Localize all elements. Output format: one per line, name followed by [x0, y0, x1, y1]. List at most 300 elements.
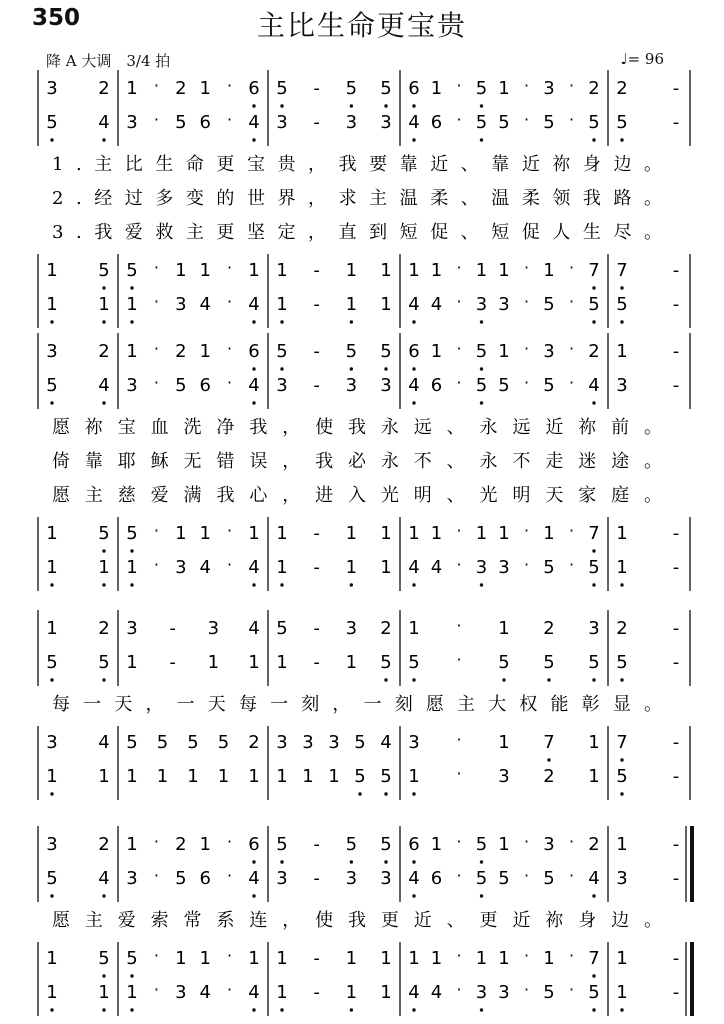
- note: 3: [46, 341, 58, 362]
- lower-octave-dot: [592, 894, 595, 897]
- note: 3: [588, 618, 600, 639]
- note: 1: [408, 618, 420, 639]
- note: 3: [328, 732, 340, 753]
- augmentation-dot: ·: [456, 373, 462, 392]
- note: 3: [380, 868, 392, 889]
- note: 3: [175, 557, 187, 578]
- note: 3: [46, 834, 58, 855]
- note: 1: [126, 834, 138, 855]
- augmentation-dot: ·: [523, 555, 530, 574]
- sustain-dash: -: [672, 618, 680, 639]
- note: 1: [126, 78, 138, 99]
- note: 3: [345, 375, 358, 396]
- note: 1: [408, 948, 420, 969]
- augmentation-dot: ·: [568, 258, 575, 277]
- lower-octave-dot: [102, 583, 105, 586]
- augmentation-dot: ·: [456, 258, 462, 277]
- note: 5: [46, 375, 58, 396]
- note: 1: [248, 260, 260, 281]
- augmentation-dot: ·: [227, 339, 233, 358]
- note: 1: [616, 982, 628, 1003]
- note: 1: [156, 766, 169, 787]
- note: 1: [46, 294, 58, 315]
- note: 2: [98, 834, 110, 855]
- note: 2: [616, 78, 628, 99]
- note: 4: [248, 112, 260, 133]
- lower-octave-dot: [384, 860, 387, 863]
- note: 1: [498, 618, 510, 639]
- augmentation-dot: ·: [523, 832, 530, 851]
- lower-octave-dot: [252, 1008, 255, 1011]
- note: 4: [408, 557, 420, 578]
- note: 1: [98, 766, 110, 787]
- lower-octave-dot: [480, 860, 483, 863]
- note: 3: [543, 341, 555, 362]
- note: 3: [46, 732, 58, 753]
- note: 3: [380, 375, 392, 396]
- lower-octave-dot: [50, 138, 53, 141]
- note: 5: [475, 868, 488, 889]
- note: 6: [430, 375, 443, 396]
- lower-octave-dot: [592, 583, 595, 586]
- note: 5: [543, 375, 555, 396]
- note: 1: [199, 834, 211, 855]
- lower-octave-dot: [102, 974, 105, 977]
- note: 1: [616, 834, 628, 855]
- note: 1: [199, 341, 211, 362]
- note: 1: [616, 557, 628, 578]
- note: 1: [175, 523, 187, 544]
- augmentation-dot: ·: [456, 946, 462, 965]
- augmentation-dot: ·: [153, 521, 159, 540]
- augmentation-dot: ·: [153, 832, 159, 851]
- note: 5: [98, 523, 110, 544]
- augmentation-dot: ·: [153, 373, 159, 392]
- note: 1: [475, 523, 488, 544]
- note: 5: [126, 523, 138, 544]
- note: 5: [175, 375, 187, 396]
- note: 3: [276, 112, 288, 133]
- sustain-dash: -: [672, 294, 680, 315]
- note: 1: [46, 618, 58, 639]
- note: 1: [276, 260, 288, 281]
- lower-octave-dot: [412, 367, 415, 370]
- sustain-dash: -: [313, 294, 320, 315]
- note: 5: [543, 652, 555, 673]
- note: 5: [543, 982, 555, 1003]
- lower-octave-dot: [620, 792, 623, 795]
- note: 1: [98, 982, 110, 1003]
- augmentation-dot: ·: [523, 76, 530, 95]
- note: 4: [248, 375, 260, 396]
- note: 4: [588, 375, 600, 396]
- note: 1: [199, 260, 211, 281]
- lower-octave-dot: [480, 367, 483, 370]
- note: 1: [276, 766, 288, 787]
- note: 5: [588, 557, 600, 578]
- note: 5: [380, 341, 392, 362]
- note: 1: [380, 523, 392, 544]
- note: 5: [588, 652, 600, 673]
- note: 1: [328, 766, 340, 787]
- lower-octave-dot: [102, 894, 105, 897]
- augmentation-dot: ·: [568, 339, 575, 358]
- note: 5: [380, 652, 392, 673]
- note: 2: [98, 78, 110, 99]
- note: 1: [430, 260, 443, 281]
- sustain-dash: -: [313, 868, 320, 889]
- note: 1: [588, 732, 600, 753]
- note: 5: [588, 294, 600, 315]
- augmentation-dot: ·: [456, 730, 462, 749]
- note: 2: [543, 766, 555, 787]
- note: 2: [588, 834, 600, 855]
- augmentation-dot: ·: [456, 980, 462, 999]
- note: 6: [199, 112, 211, 133]
- augmentation-dot: ·: [456, 764, 462, 783]
- lower-octave-dot: [620, 320, 623, 323]
- note: 5: [498, 868, 510, 889]
- note: 5: [475, 834, 488, 855]
- lyric-line: 愿主慈爱满我心，进入光明、光明天家庭。: [52, 485, 662, 506]
- lower-octave-dot: [130, 1008, 133, 1011]
- note: 5: [616, 652, 628, 673]
- sustain-dash: -: [672, 523, 680, 544]
- augmentation-dot: ·: [456, 650, 462, 669]
- note: 2: [588, 341, 600, 362]
- note: 1: [498, 834, 510, 855]
- sustain-dash: -: [313, 341, 320, 362]
- note: 1: [126, 341, 138, 362]
- lower-octave-dot: [480, 320, 483, 323]
- note: 1: [430, 948, 443, 969]
- note: 1: [345, 557, 358, 578]
- sustain-dash: -: [672, 834, 680, 855]
- note: 3: [345, 618, 358, 639]
- lower-octave-dot: [412, 320, 415, 323]
- note: 5: [616, 294, 628, 315]
- lower-octave-dot: [592, 401, 595, 404]
- note: 3: [616, 375, 628, 396]
- note: 4: [408, 868, 420, 889]
- augmentation-dot: ·: [153, 980, 159, 999]
- note: 7: [543, 732, 555, 753]
- augmentation-dot: ·: [568, 832, 575, 851]
- note: 6: [248, 834, 260, 855]
- lower-octave-dot: [350, 104, 353, 107]
- note: 1: [248, 948, 260, 969]
- augmentation-dot: ·: [227, 292, 233, 311]
- lower-octave-dot: [50, 1008, 53, 1011]
- lower-octave-dot: [50, 792, 53, 795]
- lower-octave-dot: [620, 758, 623, 761]
- lower-octave-dot: [412, 792, 415, 795]
- note: 4: [98, 112, 110, 133]
- lower-octave-dot: [384, 367, 387, 370]
- note: 1: [175, 260, 187, 281]
- note: 1: [248, 766, 260, 787]
- sustain-dash: -: [672, 948, 680, 969]
- lower-octave-dot: [592, 678, 595, 681]
- note: 5: [126, 732, 138, 753]
- lower-octave-dot: [547, 758, 550, 761]
- note: 4: [408, 294, 420, 315]
- augmentation-dot: ·: [227, 980, 233, 999]
- note: 5: [380, 766, 392, 787]
- note: 4: [98, 732, 110, 753]
- note: 3: [498, 557, 510, 578]
- lower-octave-dot: [252, 367, 255, 370]
- note: 5: [498, 652, 510, 673]
- augmentation-dot: ·: [153, 110, 159, 129]
- augmentation-dot: ·: [568, 76, 575, 95]
- note: 1: [98, 557, 110, 578]
- note: 1: [217, 766, 230, 787]
- lower-octave-dot: [350, 320, 353, 323]
- note: 2: [175, 78, 187, 99]
- note: 3: [276, 732, 288, 753]
- note: 3: [46, 78, 58, 99]
- note: 2: [588, 78, 600, 99]
- note: 1: [46, 523, 58, 544]
- note: 3: [345, 868, 358, 889]
- note: 5: [354, 766, 366, 787]
- note: 5: [380, 834, 392, 855]
- note: 3: [175, 982, 187, 1003]
- note: 1: [380, 948, 392, 969]
- note: 5: [354, 732, 366, 753]
- augmentation-dot: ·: [227, 521, 233, 540]
- augmentation-dot: ·: [456, 110, 462, 129]
- lower-octave-dot: [412, 138, 415, 141]
- note: 1: [46, 766, 58, 787]
- note: 3: [126, 618, 138, 639]
- augmentation-dot: ·: [456, 616, 462, 635]
- note: 1: [498, 732, 510, 753]
- augmentation-dot: ·: [568, 980, 575, 999]
- note: 4: [248, 557, 260, 578]
- lower-octave-dot: [130, 286, 133, 289]
- note: 1: [345, 948, 358, 969]
- lower-octave-dot: [592, 286, 595, 289]
- note: 3: [475, 294, 488, 315]
- note: 3: [126, 375, 138, 396]
- lower-octave-dot: [102, 1008, 105, 1011]
- lower-octave-dot: [252, 320, 255, 323]
- sustain-dash: -: [313, 78, 320, 99]
- note: 5: [187, 732, 199, 753]
- note: 3: [498, 766, 510, 787]
- augmentation-dot: ·: [227, 946, 233, 965]
- note: 1: [475, 260, 488, 281]
- note: 1: [430, 78, 443, 99]
- lyric-line: 1.主比生命更宝贵，我要靠近、靠近祢身边。: [52, 154, 662, 175]
- note: 6: [430, 112, 443, 133]
- note: 1: [276, 982, 288, 1003]
- note: 3: [126, 868, 138, 889]
- augmentation-dot: ·: [523, 292, 530, 311]
- note: 3: [475, 557, 488, 578]
- lyric-line: 愿祢宝血洗净我，使我永远、永远近祢前。: [52, 417, 662, 438]
- note: 6: [408, 834, 420, 855]
- note: 1: [616, 948, 628, 969]
- lower-octave-dot: [130, 320, 133, 323]
- lyric-line: 愿主爱索常系连，使我更近、更近祢身边。: [52, 910, 662, 931]
- note: 1: [276, 557, 288, 578]
- note: 4: [248, 982, 260, 1003]
- augmentation-dot: ·: [568, 373, 575, 392]
- sustain-dash: -: [672, 112, 680, 133]
- lower-octave-dot: [102, 138, 105, 141]
- note: 3: [498, 982, 510, 1003]
- note: 1: [543, 260, 555, 281]
- note: 2: [543, 618, 555, 639]
- note: 2: [616, 618, 628, 639]
- note: 3: [475, 982, 488, 1003]
- note: 5: [46, 868, 58, 889]
- note: 6: [199, 868, 211, 889]
- sustain-dash: -: [313, 557, 320, 578]
- note: 5: [345, 834, 358, 855]
- note: 1: [187, 766, 199, 787]
- lower-octave-dot: [350, 583, 353, 586]
- augmentation-dot: ·: [153, 292, 159, 311]
- augmentation-dot: ·: [568, 110, 575, 129]
- note: 1: [380, 294, 392, 315]
- augmentation-dot: ·: [227, 555, 233, 574]
- note: 1: [345, 652, 358, 673]
- note: 5: [498, 375, 510, 396]
- lower-octave-dot: [252, 104, 255, 107]
- note: 5: [475, 375, 488, 396]
- note: 1: [276, 948, 288, 969]
- note: 1: [498, 341, 510, 362]
- note: 1: [248, 652, 260, 673]
- note: 5: [616, 766, 628, 787]
- note: 1: [345, 982, 358, 1003]
- note: 1: [175, 948, 187, 969]
- note: 4: [408, 112, 420, 133]
- note: 5: [276, 341, 288, 362]
- note: 5: [380, 78, 392, 99]
- note: 1: [46, 557, 58, 578]
- note: 1: [199, 948, 211, 969]
- note: 5: [543, 112, 555, 133]
- lyric-line: 3.我爱救主更坚定，直到短促、短促人生尽。: [52, 222, 662, 243]
- note: 5: [276, 78, 288, 99]
- note: 1: [302, 766, 314, 787]
- augmentation-dot: ·: [456, 555, 462, 574]
- lower-octave-dot: [480, 1008, 483, 1011]
- note: 4: [408, 982, 420, 1003]
- note: 5: [475, 78, 488, 99]
- note: 4: [430, 294, 443, 315]
- note: 1: [98, 294, 110, 315]
- augmentation-dot: ·: [227, 832, 233, 851]
- lower-octave-dot: [384, 104, 387, 107]
- lyric-line: 每一天，一天每一刻，一刻愿主大权能彰显。: [52, 694, 663, 715]
- note: 4: [98, 868, 110, 889]
- note: 4: [380, 732, 392, 753]
- lower-octave-dot: [280, 320, 283, 323]
- lower-octave-dot: [412, 401, 415, 404]
- note: 3: [380, 112, 392, 133]
- note: 1: [616, 523, 628, 544]
- note: 6: [248, 78, 260, 99]
- note: 2: [98, 618, 110, 639]
- note: 4: [248, 618, 260, 639]
- note: 3: [543, 834, 555, 855]
- note: 1: [126, 557, 138, 578]
- lower-octave-dot: [592, 320, 595, 323]
- augmentation-dot: ·: [227, 76, 233, 95]
- note: 2: [98, 341, 110, 362]
- note: 5: [345, 78, 358, 99]
- note: 7: [616, 260, 628, 281]
- note: 5: [175, 868, 187, 889]
- note: 5: [98, 260, 110, 281]
- note: 5: [588, 112, 600, 133]
- note: 4: [248, 868, 260, 889]
- lyric-line: 2.经过多变的世界，求主温柔、温柔领我路。: [52, 188, 662, 209]
- lower-octave-dot: [280, 1008, 283, 1011]
- augmentation-dot: ·: [523, 110, 530, 129]
- lower-octave-dot: [102, 678, 105, 681]
- lower-octave-dot: [412, 104, 415, 107]
- sustain-dash: -: [672, 341, 680, 362]
- lower-octave-dot: [350, 860, 353, 863]
- augmentation-dot: ·: [227, 258, 233, 277]
- lower-octave-dot: [50, 894, 53, 897]
- augmentation-dot: ·: [153, 946, 159, 965]
- note: 7: [616, 732, 628, 753]
- augmentation-dot: ·: [523, 866, 530, 885]
- lower-octave-dot: [384, 792, 387, 795]
- lower-octave-dot: [102, 549, 105, 552]
- lower-octave-dot: [252, 138, 255, 141]
- note: 5: [217, 732, 230, 753]
- note: 4: [199, 982, 211, 1003]
- lower-octave-dot: [130, 583, 133, 586]
- augmentation-dot: ·: [523, 339, 530, 358]
- note: 7: [588, 260, 600, 281]
- lower-octave-dot: [252, 401, 255, 404]
- augmentation-dot: ·: [456, 76, 462, 95]
- note: 5: [408, 652, 420, 673]
- sustain-dash: -: [313, 112, 320, 133]
- note: 5: [156, 732, 169, 753]
- note: 6: [408, 341, 420, 362]
- lower-octave-dot: [620, 138, 623, 141]
- note: 6: [248, 341, 260, 362]
- note: 2: [175, 834, 187, 855]
- lower-octave-dot: [50, 583, 53, 586]
- lower-octave-dot: [502, 678, 505, 681]
- lower-octave-dot: [480, 104, 483, 107]
- note: 1: [498, 260, 510, 281]
- note: 5: [98, 948, 110, 969]
- lower-octave-dot: [592, 974, 595, 977]
- lower-octave-dot: [102, 286, 105, 289]
- sustain-dash: -: [672, 732, 680, 753]
- note: 1: [345, 294, 358, 315]
- note: 4: [408, 375, 420, 396]
- note: 1: [126, 982, 138, 1003]
- lower-octave-dot: [412, 583, 415, 586]
- lyric-line: 倚靠耶稣无错误，我必永不、永不走迷途。: [52, 451, 662, 472]
- note: 3: [498, 294, 510, 315]
- lower-octave-dot: [102, 320, 105, 323]
